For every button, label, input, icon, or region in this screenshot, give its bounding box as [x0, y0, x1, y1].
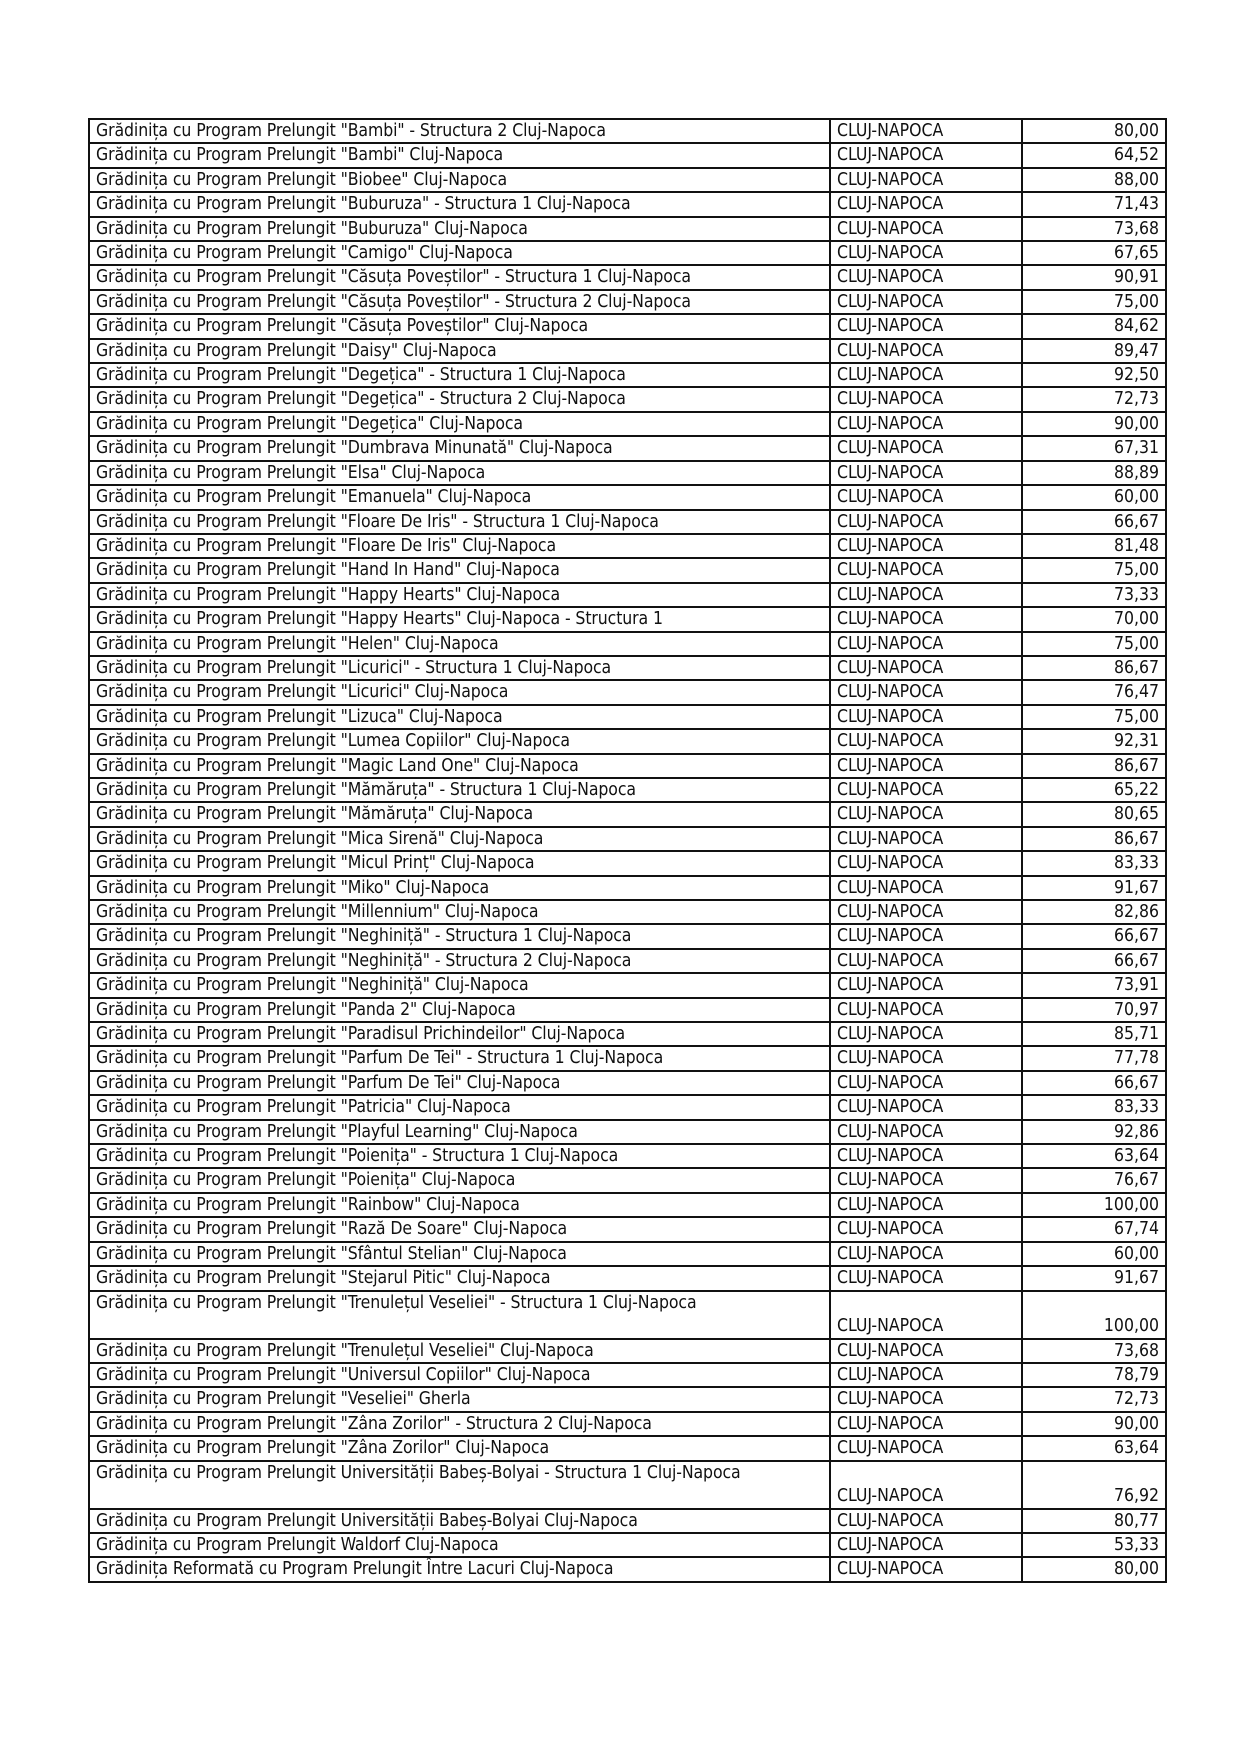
unit-name-cell: Grădinița cu Program Prelungit "Mămăruța" Cluj-Napoca: [89, 802, 830, 826]
table-row: [89, 534, 1166, 558]
city-cell: CLUJ-NAPOCA: [830, 265, 1022, 289]
unit-name-cell: Grădinița cu Program Prelungit "Trenulețul Veseliei" Cluj-Napoca: [89, 1339, 830, 1363]
unit-name-cell: Grădinița cu Program Prelungit "Rainbow" Cluj-Napoca: [89, 1193, 830, 1217]
unit-name-cell: Grădinița cu Program Prelungit "Playful Learning" Cluj-Napoca: [89, 1120, 830, 1144]
city-cell: CLUJ-NAPOCA: [830, 1242, 1022, 1266]
table-row: [89, 485, 1166, 509]
value-cell: 72,73: [1022, 387, 1166, 411]
city-cell: CLUJ-NAPOCA: [830, 485, 1022, 509]
city-cell: CLUJ-NAPOCA: [830, 168, 1022, 192]
table-row: [89, 973, 1166, 997]
unit-name-cell: Grădinița cu Program Prelungit "Căsuța Poveștilor" - Structura 2 Cluj-Napoca: [89, 290, 830, 314]
table-row: [89, 1412, 1166, 1436]
value-cell: 80,00: [1022, 1557, 1166, 1581]
unit-name-cell: Grădinița cu Program Prelungit "Parfum De Tei" Cluj-Napoca: [89, 1071, 830, 1095]
unit-name-cell: Grădinița cu Program Prelungit "Universul Copiilor" Cluj-Napoca: [89, 1363, 830, 1387]
city-cell: CLUJ-NAPOCA: [830, 1120, 1022, 1144]
table-row: [89, 1022, 1166, 1046]
unit-name-cell: Grădinița cu Program Prelungit "Happy Hearts" Cluj-Napoca: [89, 583, 830, 607]
table-row: [89, 705, 1166, 729]
city-cell: CLUJ-NAPOCA: [830, 705, 1022, 729]
unit-name-cell: Grădinița cu Program Prelungit "Neghiniță" - Structura 2 Cluj-Napoca: [89, 949, 830, 973]
table-row: [89, 876, 1166, 900]
unit-name-cell: Grădinița cu Program Prelungit "Căsuța Poveștilor" - Structura 1 Cluj-Napoca: [89, 265, 830, 289]
value-cell: 73,33: [1022, 583, 1166, 607]
table-row: [89, 339, 1166, 363]
unit-name-cell: Grădinița cu Program Prelungit "Trenulețul Veseliei" - Structura 1 Cluj-Napoca: [89, 1291, 830, 1339]
unit-name-cell: Grădinița cu Program Prelungit "Bambi" - Structura 2 Cluj-Napoca: [89, 119, 830, 143]
value-cell: 66,67: [1022, 1071, 1166, 1095]
value-cell: 90,00: [1022, 412, 1166, 436]
city-cell: CLUJ-NAPOCA: [830, 1509, 1022, 1533]
value-cell: 63,64: [1022, 1144, 1166, 1168]
value-cell: 67,31: [1022, 436, 1166, 460]
unit-name-cell: Grădinița cu Program Prelungit "Lizuca" Cluj-Napoca: [89, 705, 830, 729]
city-cell: CLUJ-NAPOCA: [830, 1168, 1022, 1192]
city-cell: CLUJ-NAPOCA: [830, 1363, 1022, 1387]
unit-name-cell: Grădinița Reformată cu Program Prelungit Între Lacuri Cluj-Napoca: [89, 1557, 830, 1581]
unit-name-cell: Grădinița cu Program Prelungit "Elsa" Cluj-Napoca: [89, 461, 830, 485]
value-cell: 70,00: [1022, 607, 1166, 631]
city-cell: CLUJ-NAPOCA: [830, 192, 1022, 216]
city-cell: CLUJ-NAPOCA: [830, 1071, 1022, 1095]
value-cell: 70,97: [1022, 998, 1166, 1022]
table-row: [89, 168, 1166, 192]
unit-name-cell: Grădinița cu Program Prelungit "Zâna Zorilor" Cluj-Napoca: [89, 1436, 830, 1460]
unit-name-cell: Grădinița cu Program Prelungit "Panda 2" Cluj-Napoca: [89, 998, 830, 1022]
value-cell: 86,67: [1022, 754, 1166, 778]
table-row: [89, 387, 1166, 411]
city-cell: CLUJ-NAPOCA: [830, 1387, 1022, 1411]
city-cell: CLUJ-NAPOCA: [830, 607, 1022, 631]
unit-name-cell: Grădinița cu Program Prelungit "Veseliei" Gherla: [89, 1387, 830, 1411]
unit-name-cell: Grădinița cu Program Prelungit "Degețica" Cluj-Napoca: [89, 412, 830, 436]
value-cell: 81,48: [1022, 534, 1166, 558]
table-row: [89, 680, 1166, 704]
table-row: [89, 363, 1166, 387]
value-cell: 76,92: [1022, 1461, 1166, 1509]
value-cell: 84,62: [1022, 314, 1166, 338]
table-row: [89, 1436, 1166, 1460]
city-cell: CLUJ-NAPOCA: [830, 583, 1022, 607]
table-row: [89, 729, 1166, 753]
table-row: [89, 949, 1166, 973]
value-cell: 92,31: [1022, 729, 1166, 753]
city-cell: CLUJ-NAPOCA: [830, 1095, 1022, 1119]
value-cell: 90,00: [1022, 1412, 1166, 1436]
city-cell: CLUJ-NAPOCA: [830, 314, 1022, 338]
table-row: [89, 607, 1166, 631]
value-cell: 53,33: [1022, 1533, 1166, 1557]
unit-name-cell: Grădinița cu Program Prelungit "Micul Prinț" Cluj-Napoca: [89, 851, 830, 875]
city-cell: CLUJ-NAPOCA: [830, 510, 1022, 534]
unit-name-cell: Grădinița cu Program Prelungit "Bambi" Cluj-Napoca: [89, 143, 830, 167]
city-cell: CLUJ-NAPOCA: [830, 534, 1022, 558]
unit-name-cell: Grădinița cu Program Prelungit "Buburuza" Cluj-Napoca: [89, 217, 830, 241]
city-cell: CLUJ-NAPOCA: [830, 1436, 1022, 1460]
city-cell: CLUJ-NAPOCA: [830, 1193, 1022, 1217]
city-cell: CLUJ-NAPOCA: [830, 119, 1022, 143]
unit-name-cell: Grădinița cu Program Prelungit "Happy Hearts" Cluj-Napoca - Structura 1: [89, 607, 830, 631]
table-body: [89, 119, 1166, 1582]
city-cell: CLUJ-NAPOCA: [830, 1461, 1022, 1509]
value-cell: 75,00: [1022, 290, 1166, 314]
city-cell: CLUJ-NAPOCA: [830, 1217, 1022, 1241]
city-cell: CLUJ-NAPOCA: [830, 900, 1022, 924]
table-row: [89, 1363, 1166, 1387]
table-row: [89, 1557, 1166, 1581]
value-cell: 80,77: [1022, 1509, 1166, 1533]
table-row: [89, 1046, 1166, 1070]
unit-name-cell: Grădinița cu Program Prelungit "Lumea Copiilor" Cluj-Napoca: [89, 729, 830, 753]
value-cell: 75,00: [1022, 705, 1166, 729]
unit-name-cell: Grădinița cu Program Prelungit "Millennium" Cluj-Napoca: [89, 900, 830, 924]
table-row: [89, 461, 1166, 485]
table-row: [89, 998, 1166, 1022]
city-cell: CLUJ-NAPOCA: [830, 851, 1022, 875]
city-cell: CLUJ-NAPOCA: [830, 973, 1022, 997]
unit-name-cell: Grădinița cu Program Prelungit "Helen" Cluj-Napoca: [89, 632, 830, 656]
city-cell: CLUJ-NAPOCA: [830, 656, 1022, 680]
table-row: [89, 314, 1166, 338]
table-row: [89, 143, 1166, 167]
unit-name-cell: Grădinița cu Program Prelungit Waldorf Cluj-Napoca: [89, 1533, 830, 1557]
value-cell: 92,86: [1022, 1120, 1166, 1144]
unit-name-cell: Grădinița cu Program Prelungit "Neghiniță" Cluj-Napoca: [89, 973, 830, 997]
value-cell: 77,78: [1022, 1046, 1166, 1070]
table-row: [89, 1193, 1166, 1217]
unit-name-cell: Grădinița cu Program Prelungit "Licurici" - Structura 1 Cluj-Napoca: [89, 656, 830, 680]
value-cell: 73,68: [1022, 217, 1166, 241]
city-cell: CLUJ-NAPOCA: [830, 339, 1022, 363]
unit-name-cell: Grădinița cu Program Prelungit "Rază De Soare" Cluj-Napoca: [89, 1217, 830, 1241]
table-row: [89, 1461, 1166, 1509]
unit-name-cell: Grădinița cu Program Prelungit "Patricia" Cluj-Napoca: [89, 1095, 830, 1119]
unit-name-cell: Grădinița cu Program Prelungit "Floare De Iris" Cluj-Napoca: [89, 534, 830, 558]
table-row: [89, 1095, 1166, 1119]
table-row: [89, 558, 1166, 582]
value-cell: 88,00: [1022, 168, 1166, 192]
kindergarten-table: [88, 118, 1167, 1583]
value-cell: 86,67: [1022, 656, 1166, 680]
value-cell: 66,67: [1022, 924, 1166, 948]
table-row: [89, 241, 1166, 265]
unit-name-cell: Grădinița cu Program Prelungit "Licurici" Cluj-Napoca: [89, 680, 830, 704]
table-row: [89, 802, 1166, 826]
city-cell: CLUJ-NAPOCA: [830, 1291, 1022, 1339]
table-row: [89, 656, 1166, 680]
unit-name-cell: Grădinița cu Program Prelungit "Buburuza" - Structura 1 Cluj-Napoca: [89, 192, 830, 216]
value-cell: 88,89: [1022, 461, 1166, 485]
value-cell: 67,65: [1022, 241, 1166, 265]
table-row: [89, 119, 1166, 143]
value-cell: 92,50: [1022, 363, 1166, 387]
value-cell: 63,64: [1022, 1436, 1166, 1460]
city-cell: CLUJ-NAPOCA: [830, 680, 1022, 704]
unit-name-cell: Grădinița cu Program Prelungit "Hand In Hand" Cluj-Napoca: [89, 558, 830, 582]
value-cell: 85,71: [1022, 1022, 1166, 1046]
table-row: [89, 1242, 1166, 1266]
city-cell: CLUJ-NAPOCA: [830, 924, 1022, 948]
value-cell: 91,67: [1022, 876, 1166, 900]
city-cell: CLUJ-NAPOCA: [830, 729, 1022, 753]
table-row: [89, 412, 1166, 436]
value-cell: 83,33: [1022, 851, 1166, 875]
value-cell: 80,00: [1022, 119, 1166, 143]
value-cell: 76,67: [1022, 1168, 1166, 1192]
table-row: [89, 1071, 1166, 1095]
value-cell: 60,00: [1022, 485, 1166, 509]
table-row: [89, 1387, 1166, 1411]
city-cell: CLUJ-NAPOCA: [830, 949, 1022, 973]
city-cell: CLUJ-NAPOCA: [830, 1557, 1022, 1581]
unit-name-cell: Grădinița cu Program Prelungit "Biobee" Cluj-Napoca: [89, 168, 830, 192]
table-row: [89, 1339, 1166, 1363]
unit-name-cell: Grădinița cu Program Prelungit "Daisy" Cluj-Napoca: [89, 339, 830, 363]
table-row: [89, 1144, 1166, 1168]
value-cell: 66,67: [1022, 949, 1166, 973]
city-cell: CLUJ-NAPOCA: [830, 754, 1022, 778]
value-cell: 72,73: [1022, 1387, 1166, 1411]
city-cell: CLUJ-NAPOCA: [830, 1339, 1022, 1363]
value-cell: 60,00: [1022, 1242, 1166, 1266]
city-cell: CLUJ-NAPOCA: [830, 558, 1022, 582]
city-cell: CLUJ-NAPOCA: [830, 363, 1022, 387]
city-cell: CLUJ-NAPOCA: [830, 802, 1022, 826]
table-row: [89, 1291, 1166, 1339]
value-cell: 100,00: [1022, 1193, 1166, 1217]
table-row: [89, 1509, 1166, 1533]
unit-name-cell: Grădinița cu Program Prelungit "Paradisul Prichindeilor" Cluj-Napoca: [89, 1022, 830, 1046]
value-cell: 73,68: [1022, 1339, 1166, 1363]
table-row: [89, 827, 1166, 851]
value-cell: 67,74: [1022, 1217, 1166, 1241]
value-cell: 71,43: [1022, 192, 1166, 216]
unit-name-cell: Grădinița cu Program Prelungit "Parfum De Tei" - Structura 1 Cluj-Napoca: [89, 1046, 830, 1070]
table-row: [89, 1217, 1166, 1241]
unit-name-cell: Grădinița cu Program Prelungit "Stejarul Pitic" Cluj-Napoca: [89, 1266, 830, 1290]
table-row: [89, 1168, 1166, 1192]
unit-name-cell: Grădinița cu Program Prelungit "Floare De Iris" - Structura 1 Cluj-Napoca: [89, 510, 830, 534]
value-cell: 100,00: [1022, 1291, 1166, 1339]
table-row: [89, 217, 1166, 241]
city-cell: CLUJ-NAPOCA: [830, 632, 1022, 656]
city-cell: CLUJ-NAPOCA: [830, 217, 1022, 241]
unit-name-cell: Grădinița cu Program Prelungit "Zâna Zorilor" - Structura 2 Cluj-Napoca: [89, 1412, 830, 1436]
city-cell: CLUJ-NAPOCA: [830, 1412, 1022, 1436]
city-cell: CLUJ-NAPOCA: [830, 241, 1022, 265]
city-cell: CLUJ-NAPOCA: [830, 1022, 1022, 1046]
unit-name-cell: Grădinița cu Program Prelungit Universității Babeș-Bolyai Cluj-Napoca: [89, 1509, 830, 1533]
unit-name-cell: Grădinița cu Program Prelungit "Poienița" Cluj-Napoca: [89, 1168, 830, 1192]
value-cell: 82,86: [1022, 900, 1166, 924]
city-cell: CLUJ-NAPOCA: [830, 998, 1022, 1022]
table-row: [89, 778, 1166, 802]
city-cell: CLUJ-NAPOCA: [830, 1046, 1022, 1070]
value-cell: 64,52: [1022, 143, 1166, 167]
unit-name-cell: Grădinița cu Program Prelungit "Dumbrava Minunată" Cluj-Napoca: [89, 436, 830, 460]
unit-name-cell: Grădinița cu Program Prelungit "Magic Land One" Cluj-Napoca: [89, 754, 830, 778]
unit-name-cell: Grădinița cu Program Prelungit "Neghiniță" - Structura 1 Cluj-Napoca: [89, 924, 830, 948]
table-row: [89, 510, 1166, 534]
value-cell: 65,22: [1022, 778, 1166, 802]
table-row: [89, 1266, 1166, 1290]
city-cell: CLUJ-NAPOCA: [830, 461, 1022, 485]
value-cell: 66,67: [1022, 510, 1166, 534]
table-row: [89, 754, 1166, 778]
unit-name-cell: Grădinița cu Program Prelungit "Camigo" Cluj-Napoca: [89, 241, 830, 265]
unit-name-cell: Grădinița cu Program Prelungit "Mica Sirenă" Cluj-Napoca: [89, 827, 830, 851]
unit-name-cell: Grădinița cu Program Prelungit "Emanuela" Cluj-Napoca: [89, 485, 830, 509]
table-row: [89, 192, 1166, 216]
unit-name-cell: Grădinița cu Program Prelungit Universității Babeș-Bolyai - Structura 1 Cluj-Napoca: [89, 1461, 830, 1509]
value-cell: 75,00: [1022, 558, 1166, 582]
city-cell: CLUJ-NAPOCA: [830, 1533, 1022, 1557]
unit-name-cell: Grădinița cu Program Prelungit "Degețica" - Structura 2 Cluj-Napoca: [89, 387, 830, 411]
value-cell: 76,47: [1022, 680, 1166, 704]
value-cell: 90,91: [1022, 265, 1166, 289]
table-row: [89, 436, 1166, 460]
city-cell: CLUJ-NAPOCA: [830, 387, 1022, 411]
city-cell: CLUJ-NAPOCA: [830, 290, 1022, 314]
city-cell: CLUJ-NAPOCA: [830, 778, 1022, 802]
table-row: [89, 924, 1166, 948]
value-cell: 83,33: [1022, 1095, 1166, 1119]
city-cell: CLUJ-NAPOCA: [830, 1266, 1022, 1290]
table-row: [89, 583, 1166, 607]
value-cell: 91,67: [1022, 1266, 1166, 1290]
city-cell: CLUJ-NAPOCA: [830, 143, 1022, 167]
unit-name-cell: Grădinița cu Program Prelungit "Căsuța Poveștilor" Cluj-Napoca: [89, 314, 830, 338]
table-row: [89, 1120, 1166, 1144]
table-row: [89, 1533, 1166, 1557]
table-row: [89, 851, 1166, 875]
unit-name-cell: Grădinița cu Program Prelungit "Sfântul Stelian" Cluj-Napoca: [89, 1242, 830, 1266]
value-cell: 73,91: [1022, 973, 1166, 997]
city-cell: CLUJ-NAPOCA: [830, 1144, 1022, 1168]
unit-name-cell: Grădinița cu Program Prelungit "Degețica" - Structura 1 Cluj-Napoca: [89, 363, 830, 387]
value-cell: 86,67: [1022, 827, 1166, 851]
unit-name-cell: Grădinița cu Program Prelungit "Mămăruța" - Structura 1 Cluj-Napoca: [89, 778, 830, 802]
unit-name-cell: Grădinița cu Program Prelungit "Poienița" - Structura 1 Cluj-Napoca: [89, 1144, 830, 1168]
table-row: [89, 265, 1166, 289]
table-row: [89, 632, 1166, 656]
city-cell: CLUJ-NAPOCA: [830, 412, 1022, 436]
value-cell: 89,47: [1022, 339, 1166, 363]
city-cell: CLUJ-NAPOCA: [830, 827, 1022, 851]
city-cell: CLUJ-NAPOCA: [830, 876, 1022, 900]
city-cell: CLUJ-NAPOCA: [830, 436, 1022, 460]
unit-name-cell: Grădinița cu Program Prelungit "Miko" Cluj-Napoca: [89, 876, 830, 900]
value-cell: 80,65: [1022, 802, 1166, 826]
table-row: [89, 290, 1166, 314]
value-cell: 75,00: [1022, 632, 1166, 656]
table-row: [89, 900, 1166, 924]
value-cell: 78,79: [1022, 1363, 1166, 1387]
